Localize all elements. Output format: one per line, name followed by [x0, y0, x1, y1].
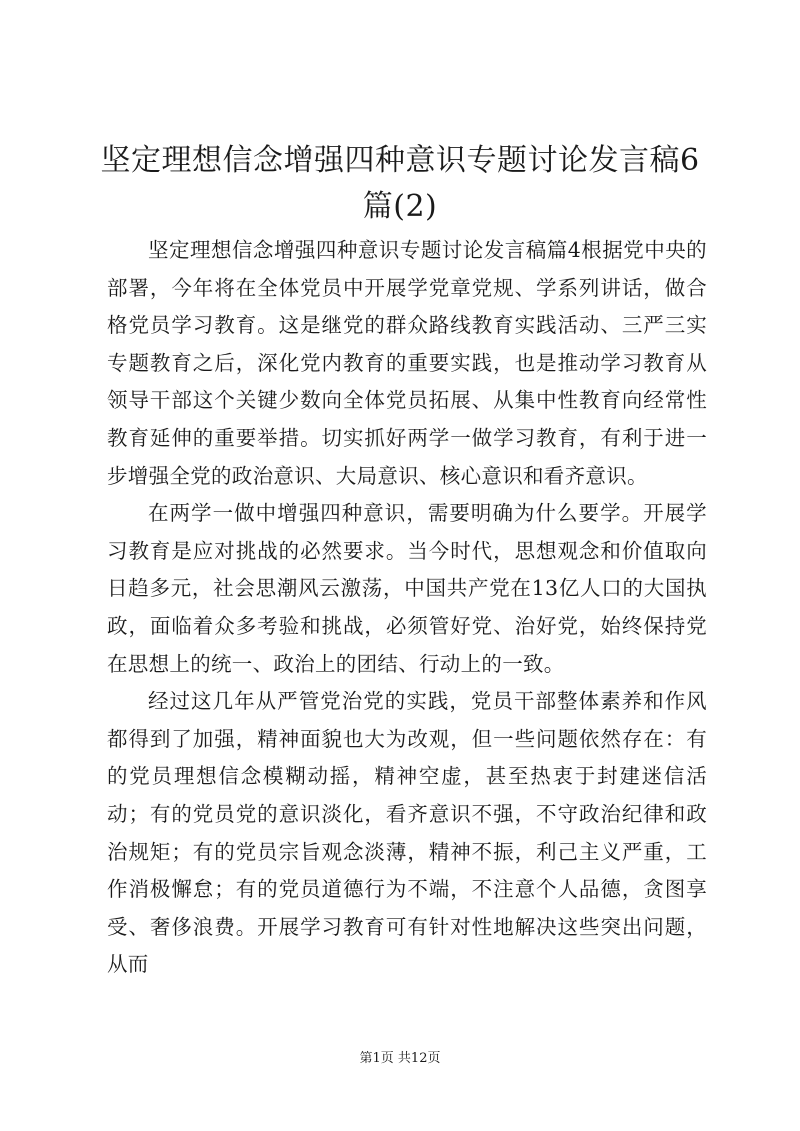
paragraph-2: 在两学一做中增强四种意识，需要明确为什么要学。开展学习教育是应对挑战的必然要求。当今时代，思想观念和价值取向日趋多元，社会思潮风云激荡，中国共产党在13亿人口的大国执政，面临着众多考验和挑战，必须管好党、治好党，始终保持党在思想上的统一、政治上的团结、行动上的一致。 — [107, 501, 707, 676]
document-body — [107, 232, 707, 984]
paragraph-1: 坚定理想信念增强四种意识专题讨论发言稿篇4根据党中央的部署，今年将在全体党员中开展学党章党规、学系列讲话，做合格党员学习教育。这是继党的群众路线教育实践活动、三严三实专题教育之后，深化党内教育的重要实践，也是推动学习教育从领导干部这个关键少数向全体党员拓展、从集中性教育向经常性教育延伸的重要举措。切实抓好两学一做学习教育，有利于进一步增强全党的政治意识、大局意识、核心意识和看齐意识。 — [107, 238, 707, 488]
page-footer: 第1页 共12页 — [359, 1051, 441, 1066]
document-title: 坚定理想信念增强四种意识专题讨论发言稿6篇(2) — [100, 143, 700, 224]
paragraph-3: 经过这几年从严管党治党的实践，党员干部整体素养和作风都得到了加强，精神面貌也大为改观，但一些问题依然存在：有的党员理想信念模糊动摇，精神空虚，甚至热衷于封建迷信活动；有的党员党的意识淡化，看齐意识不强，不守政治纪律和政治规矩；有的党员宗旨观念淡薄，精神不振，利己主义严重，工作消极懈怠；有的党员道德行为不端，不注意个人品德，贪图享受、奢侈浪费。开展学习教育可有针对性地解决这些突出问题，从而 — [107, 689, 707, 977]
